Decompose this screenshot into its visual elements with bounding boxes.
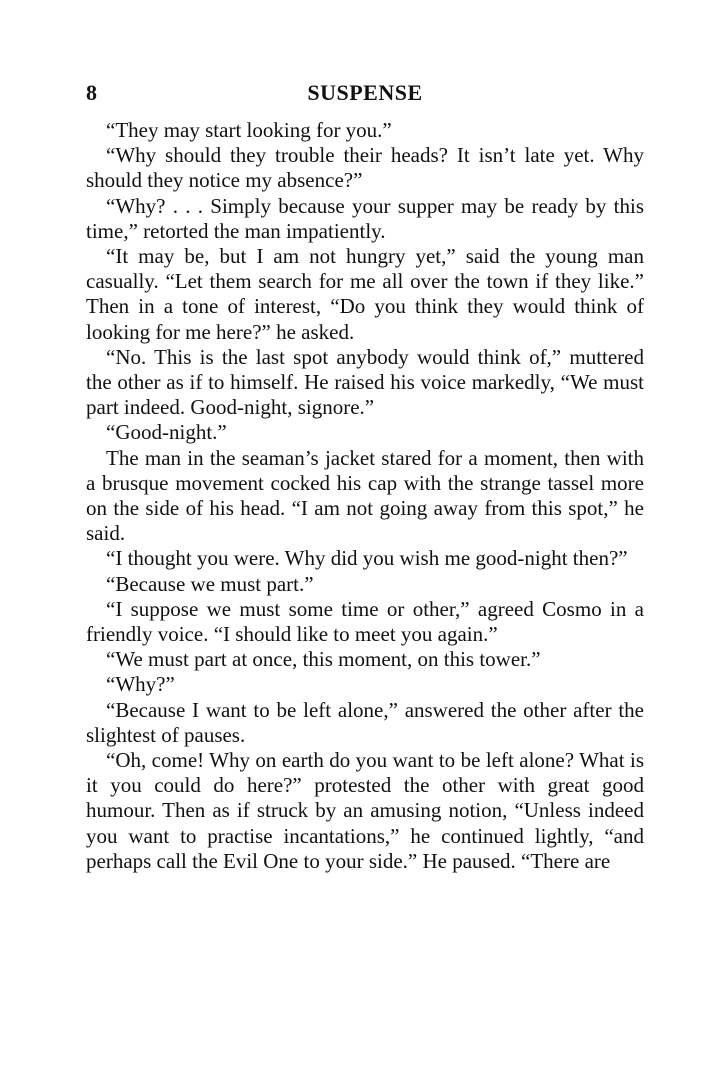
page-header	[86, 76, 644, 110]
page-number: 8	[86, 80, 97, 105]
paragraph: “No. This is the last spot anybody would think of,” muttered the other as if to himself. He raised his voice markedly, “We must part indeed. Good-night, signore.”	[86, 344, 644, 420]
paragraph: “Why?”	[106, 672, 175, 697]
paragraph: “I thought you were. Why did you wish me good-night then?”	[106, 546, 628, 571]
paragraph: “Oh, come! Why on earth do you want to be left alone? What is it you could do here?” protested the other with great good humour. Then as if struck by an amusing notion, “Unless indeed you want to practise incantations,” he continued lightly, “and perhaps call the Evil One to your side.” He paused. “There are	[86, 748, 644, 873]
paragraph: “Because I want to be left alone,” answered the other after the slightest of pauses.	[86, 697, 644, 747]
paragraph: “We must part at once, this moment, on this tower.”	[106, 647, 541, 672]
paragraph: “They may start looking for you.”	[106, 118, 392, 142]
book-page	[86, 76, 644, 874]
body-text	[86, 118, 644, 874]
paragraph: The man in the seaman’s jacket stared for a moment, then with a brusque movement cocked his cap with the strange tassel more on the side of his head. “I am not going away from this spot,” he said.	[86, 445, 644, 546]
paragraph: “Because we must part.”	[106, 571, 314, 596]
paragraph: “Why? . . . Simply because your supper may be ready by this time,” retorted the man impatiently.	[86, 193, 644, 243]
paragraph: “Good-night.”	[106, 420, 227, 445]
paragraph: “It may be, but I am not hungry yet,” said the young man casually. “Let them search for me all over the town if they like.” Then in a tone of interest, “Do you think they would think of looking for me here?” he asked.	[86, 244, 644, 344]
paragraph: “I suppose we must some time or other,” agreed Cosmo in a friendly voice. “I should like to meet you again.”	[86, 596, 644, 647]
paragraph: “Why should they trouble their heads? It isn’t late yet. Why should they notice my absence?”	[86, 143, 644, 193]
running-head: SUSPENSE	[307, 80, 423, 105]
